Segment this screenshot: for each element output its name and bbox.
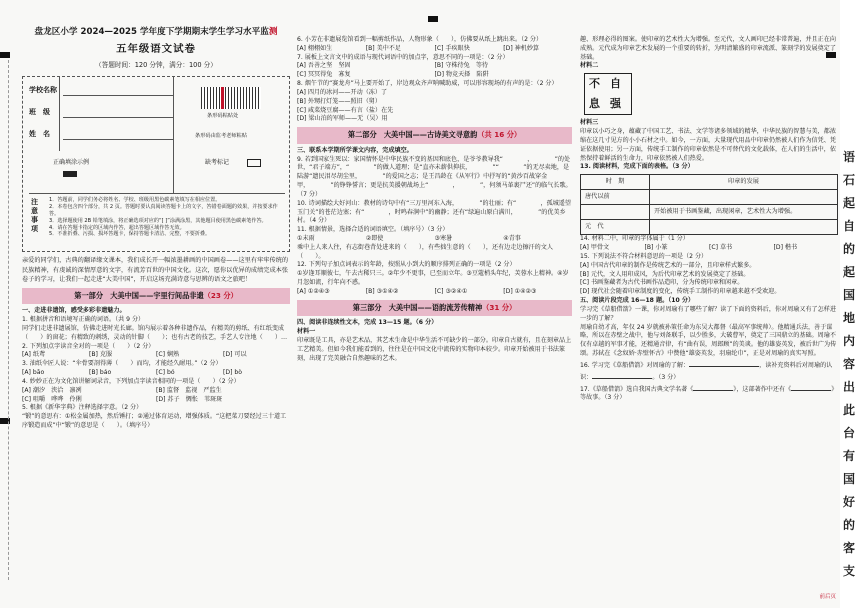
q3-options [22,369,290,378]
section-five-title: 五、阅读片段完成 16—18 题。（10 分） [580,297,695,305]
q14-title: 14. 材料二中，印章的字体属于（1 分） [580,235,689,243]
option[interactable]: [C] bó [156,369,175,377]
student-info-box [22,76,290,252]
section-four-title: 四、阅读非连续性文本，完成 13—15 题。（6 分） [297,319,438,327]
school-label: 学校名称 [29,86,57,95]
q11-title: 11. 根据情景，选择合适的词语填空。（填序号）（3 分） [297,226,449,234]
q10-text: 10. 诗词描绘大好河山：教材的诗句中有“三万里河东入海， ”的壮丽；有“ ，孤城遥望玉门关”的苍茫边塞；有“ ，时鸣春涧中”的幽静；还有“绿遍山原白满川， ”的优美乡村。（4 分） [297,199,571,225]
passage-intro: 学习完《草船借箭》一课，你对周瑜有了哪些了解？读了下面的资料后，你对周瑜又有了怎样进一步的了解？ [580,305,836,322]
option[interactable]: [C] 咸菜烧豆腐——有言（盐）在先 [297,106,394,114]
adjacent-page-char: 国 [843,288,856,302]
option[interactable]: [D] bò [223,369,242,377]
adjacent-page-char: 自 [843,219,856,233]
option[interactable]: [C] 草书 [709,244,733,252]
option[interactable]: [D] 现代社会随着印章制度的变化，传统手工制作的印章越来越不受欢迎。 [580,288,781,296]
table-cell: 唐代以前 [581,190,650,205]
option[interactable]: [A] 四月的冰河——开动（冻）了 [297,88,388,96]
q8-title: 8. 烟午节的“赛龙舟”马上要开始了，岸边观众齐声呐喊助威，可以形容现场的有声的是：（2 分） [297,80,558,88]
q12-text: ①岁逢耳顺彼七，午去古稀只三。②年少不更事，已至而立年。③豆蔻梢头年纪，芙蓉水上精神。④岁月忽如流，行年向不惑。 [297,270,569,287]
option[interactable]: [B] 元代，文人用印成风，为后代印章艺术的发展奠定了基础。 [580,270,750,278]
seal-char: 强 [610,97,621,111]
option[interactable]: [A] 栩栩如生 [297,44,333,52]
option[interactable]: [C] 娴熟 [156,351,180,359]
option[interactable]: [B] 克服 [89,351,113,359]
adjacent-page-char: 的 [843,518,856,532]
q8-options [297,89,572,124]
part1-title: 第一部分 大美中国——宇里行间品非遗 [74,290,204,300]
q16-text [580,359,838,383]
material2-label: 材料二 [580,62,599,70]
q17-mid: 》，这部著作中还有《 [733,385,792,393]
q5-text: “锻”的意思有：①松金属加热，然后锤打；②通过体育运动，增强体质。“这把菜刀要经过三十道工序锻造而成”中“锻”的意思是（ ）。（填序号） [22,413,287,430]
q1-section-title: 一、走进非遗馆，感受多彩非遗魅力。 [22,307,126,315]
option: ④青事 [503,235,521,242]
option[interactable]: [D] ①④②③ [503,287,537,295]
filled-mark-example [63,171,77,177]
q7-options [297,62,572,80]
option[interactable]: [A] 中国古代印章的制作是传统艺术的一部分，且印章样式繁多。 [580,261,756,269]
option[interactable]: [D] 物竞天择 陷阱 [434,71,489,79]
seal-char: 不 [589,77,600,91]
option[interactable]: [B] báo [89,369,112,377]
registration-mark [0,52,10,58]
q17-end: 》等故事。（3 分） [580,385,838,402]
table-header-cell: 时 期 [581,175,650,190]
adjacent-page-char: 国 [843,472,856,486]
class-label: 班 级 [29,108,50,117]
adjacent-page-char: 的 [843,242,856,256]
option[interactable]: [D] 可以 [223,351,247,359]
name-label: 姓 名 [29,130,50,139]
q3-title: 3. 油纸伞匠人说：“伞骨要剖得薄（ ）而均，才能经久耐用。”（2 分） [22,360,222,368]
q17-title: 17.《草船借箭》选自我国古典文学名著《 [580,385,694,393]
binding-line [8,60,9,580]
notice-item: 4．请在答题卡指定的区域内作答，超出答题区域作答无效。 [49,224,185,231]
q17-answer-blank[interactable] [693,383,733,391]
material1-continued: 趣、形理必得的图案。使印章的艺术性大为增强。至元代，文人画印已经非常普遍，并且正在向成熟。元代成为印章艺术发展的一个重要的转折，为明清繁盛的印章流派、篆刻学的发展奠定了基础。 [580,36,836,61]
seal-image [584,73,632,115]
option[interactable]: [A] ①②④③ [297,287,330,295]
exam-title [22,26,290,38]
answer-cell[interactable] [650,190,838,205]
q9-text: 9. 若到国家生死以：家国情怀是中华民族不变的基因和底色，是爷爷教导我“ ， ”的处世，“君子端方”，“ ”的做人道理；是“直亦未薪供抑扶， ”“ ”的无尽卖地，是陆游“遗民泪尽胡尘里， ”的爱国之志；是王昌龄在《从军行》中抒写的“黄沙百战穿金甲， ”的铮铮誓言；更是抗美援朝战场上“ ， ”，何须马革裹尸还”的临气长歌。（7 分） [297,155,572,198]
barcode-image [201,87,261,109]
adjacent-page-char: 地 [843,311,856,325]
notice-items [49,197,283,238]
material3-label: 材料三 [580,119,599,127]
q4-options [22,387,290,405]
table-cell: 元 代 [581,220,650,235]
notice-label: 注意事项 [31,198,38,234]
q1-intro: 1. 根据拼音和语境写正确的词语。（共 9 分） [22,316,145,324]
option[interactable]: [C] 手疾眼快 [434,44,470,52]
section-three-title: 三、联系本学期所学课文内容，完成填空。 [297,146,413,154]
adjacent-page-char: 起 [843,265,856,279]
adjacent-page-char: 容 [843,357,856,371]
q16-answer-blank[interactable] [592,371,652,379]
table-cell: 开始被用于书画鉴藏，出现闲章，艺术性大为增强。 [650,205,838,220]
column-left [22,0,290,608]
option[interactable]: [A] 潮汐 浃洽 凛冽 [22,386,82,394]
q6-title: 6. 小芳在非遗展览馆看到一幅剪纸作品，人物形象（ ），仿佛要从纸上跳出来。（2 分） [297,36,543,43]
exam-subtitle: 五年级语文试卷 [116,43,196,56]
option: ③寒暑 [434,235,453,242]
notice-item: 1．答题前，同学们务必将姓名、学校、班级用黑色碳素笔填写在相应位置。 [49,197,221,204]
option[interactable]: [D] 楷书 [773,244,798,252]
q16-tail: ，读补充资料后对周瑜的认识： [580,361,833,381]
q15-options [580,262,838,297]
table-header-row [581,175,838,190]
q16-answer-blank[interactable] [689,359,759,367]
part3-title: 第三部分 大美中国——语韵流芳传精神 [352,302,483,312]
option: ②即使 [365,235,384,242]
option: ①未雨 [297,235,315,242]
class-field[interactable] [63,117,173,118]
part1-score: （23 分） [203,290,238,300]
option[interactable]: [A] 甲骨文 [580,244,610,252]
option[interactable]: [C] ③②④① [434,287,468,295]
q16-title: 16. 学习完《草船借箭》对周瑜的了解： [580,361,690,369]
material3-text: 印章以小巧之身，蕴藏了中国工艺、书法、文学等诸多领域的精华，中华民族的智慧与美，都浓缩在这几寸见方的小小石材之中。如今，一方面，大量现代用品中印章仍然被人们作为信凭、凭证依据使用；另一方面，传统手工制作的印章依然是不可替代的文化载体，在人们的生活中，依然保持着鲜活的生命力，印章依然被人们热爱。 [580,128,836,162]
part2-score: （共 16 分） [477,130,522,140]
adjacent-page-char: 此 [843,403,856,417]
option[interactable]: [A] 纸鸢 [22,351,46,359]
notice-item: 3．选择题使用 2B 铅笔填涂，将正确选项对应的“[ ]”涂满涂黑，其他题目使用黑色碳素笔作答。 [49,217,267,224]
adjacent-page-char: 起 [843,196,856,210]
q17-answer-blank[interactable] [791,383,831,391]
intro-paragraph: 亲爱的同学们，古典的翻译缘文课本，我们成长开一幅浓墨耕画的中国画卷——这里有牢牢传统的民族精神，有虔诚的深情厚意的文字，有流芳百世的中国文化。这次，愿你以优异的成绩完成本张卷子的学习，让我们一起走进“大美中国”，开启这场充满诗意与思辨的语文之旅吧！ [22,257,289,284]
table-row [581,190,838,205]
exam-title-text: 盘龙区小学 2024—2025 学年度下学期期末学生学习水平监 [34,27,269,37]
correct-example-label: 正确填涂示例 [53,159,90,167]
seal-char: 自 [610,77,621,91]
option[interactable]: [B] 监督 监视 严监生 [156,386,222,394]
q12-title: 12. 下列句子加点词表示的年龄，按照从小到大的顺序排列正确的一项是（2 分） [297,261,516,269]
q16-score: 。（3 分） [652,373,680,381]
option[interactable]: [B] 外甥打灯笼——照旧（舅） [297,97,381,105]
q1-text: 同学们走进非遗展馆，仿佛走进时光长廊。馆内展示着各种非遗作品，有精美的剪纸、有红纸变成（ ）的窗花；有精致的刺绣，灵动的针脚（ ）；也有古老的技艺，手艺人专注地（ ）… [22,325,288,341]
q7-title: 7. 展板上文言文中的成语与现代词语中的加点字，意思不同的一项是：（2 分） [297,53,509,61]
adjacent-page-char: 有 [843,449,856,463]
divider [59,77,60,151]
q14-options [580,244,838,253]
q2-title: 2. 下列加点字读音全对的一项是（ ）（2 分） [22,342,155,350]
q2-options [22,351,290,360]
part3-section-bar [297,300,572,316]
adjacent-page-char: 内 [843,334,856,348]
seal-char: 息 [589,97,600,111]
q4-title: 4. 妙妙正在为文化馆讲解词录音，下列加点字读音相同的一项是（ ）（2 分） [22,377,240,385]
answer-cell[interactable] [650,220,838,235]
seal-figure [580,73,838,115]
q11-text: 乘中上人来人往，有志街巷背处进来的（ ），有些拙生意的（ ），还有边走边擦汗的文人（ ）。 [297,243,553,260]
table-row [581,205,838,220]
option[interactable]: [C] 咀嚼 哗哗 伶俐 [22,395,82,403]
q17-text [580,383,838,404]
q6-options [297,45,572,54]
notice-item: 2．本卷包含四个部分，共 2 页。答题时要认真阅读答题卡上的文字，答错卷面题的效果，并按要求作答。 [49,203,278,217]
column-right [580,0,838,608]
option[interactable]: [C] 书画鉴藏者为古代书画作品造印，分为传统印章和闲章。 [580,279,744,287]
adjacent-page-char: 语 [843,150,856,164]
option[interactable]: [A] 吾善之坚 坚固 [297,62,351,70]
column-middle [297,0,572,608]
material1-label: 材料一 [297,328,316,336]
adjacent-page-char: 台 [843,426,856,440]
q15-title: 15. 下列说法不符合材料意思的一项是（2 分） [580,252,708,260]
absent-mark-label: 缺考标记 [205,159,230,167]
part2-title: 第二部分 大美中国——古诗美文寻意韵 [347,130,478,140]
page-mark: 前后页 [819,594,836,601]
exam-time-info: （答题时间：120 分钟，满分：100 分） [95,60,217,69]
material1-text: 印章既是工具，亦是艺术品，其艺术生命是中华生活不可缺少的一部分。印章自古就有，且在刻章品上工艺精美。但如今我们能看到的，往往是在中国文化中流传的实物印本较少。印章开始被用于书法篆刻，出现了完美融合自然趣味的艺术。 [297,336,572,362]
q11-options [297,235,572,244]
barcode-sub-label: 条形码由监考老师粘贴 [195,133,247,140]
option[interactable]: [D] 苏子 惆怅 苇斑斑 [156,395,223,403]
part2-section-bar [297,127,572,143]
notice-item: 5．不准折叠、污损、损坏答题卡，保持答题卡清洁、完整，不要折叠。 [49,231,211,238]
seal-history-table [580,174,838,235]
absent-checkbox[interactable] [247,159,261,167]
q13-title: 13. 阅读材料，完成下面的表格。（3 分） [580,163,694,171]
q5-title: 5. 根据《新华字典》注释选择字意。（2 分） [22,404,143,412]
option[interactable]: [B] 守株待兔 等待 [434,62,489,70]
table-row [581,220,838,235]
adjacent-page-char: 好 [843,495,856,509]
option[interactable]: [C] 冥冥得兔 寡复 [297,71,351,79]
passage-text: 周瑜自幼才高，年仅 24 岁就被孙策任命为东吴大都督（最高军事统帅）。他精通兵法，善于谋略，所以在赤壁之战中，他与刘备联手，以少胜多，大破曹军，奠定了三国鼎立的基础。周瑜不仅有卓越的军事才能，还精通音律，有“曲有误，周郎顾”的美谈。他的雄姿英发，被后世广为传颂。苏轼在《念奴娇·赤壁怀古》中赞他“雄姿英发，羽扇纶巾”，正是对周瑜的真实写照。 [580,323,837,358]
adjacent-page-char: 客 [843,541,856,555]
school-field[interactable] [63,95,173,96]
option[interactable]: [B] 美中不足 [365,44,401,52]
option[interactable]: [D] 神机妙算 [503,44,540,52]
option[interactable]: [B] 小篆 [644,244,668,252]
part1-section-bar [22,288,290,304]
adjacent-page-char: 石 [843,173,856,187]
barcode-area-label: 条形码粘贴处 [207,113,239,120]
option[interactable]: [D] 梁山泊的军师——无（吴）用 [297,115,388,123]
option[interactable]: [B] ③①④② [365,287,399,295]
table-header-cell: 印章的发展 [650,175,838,190]
q12-options [297,288,572,297]
exam-title-red: 测 [268,27,278,37]
name-field[interactable] [63,139,173,140]
option[interactable]: [A] bāo [22,369,45,377]
answer-cell[interactable] [581,205,650,220]
adjacent-page-char: 支 [843,564,856,578]
notice-box [29,193,285,249]
adjacent-page-char: 出 [843,380,856,394]
divider [173,77,174,193]
part3-score: （31 分） [482,302,517,312]
